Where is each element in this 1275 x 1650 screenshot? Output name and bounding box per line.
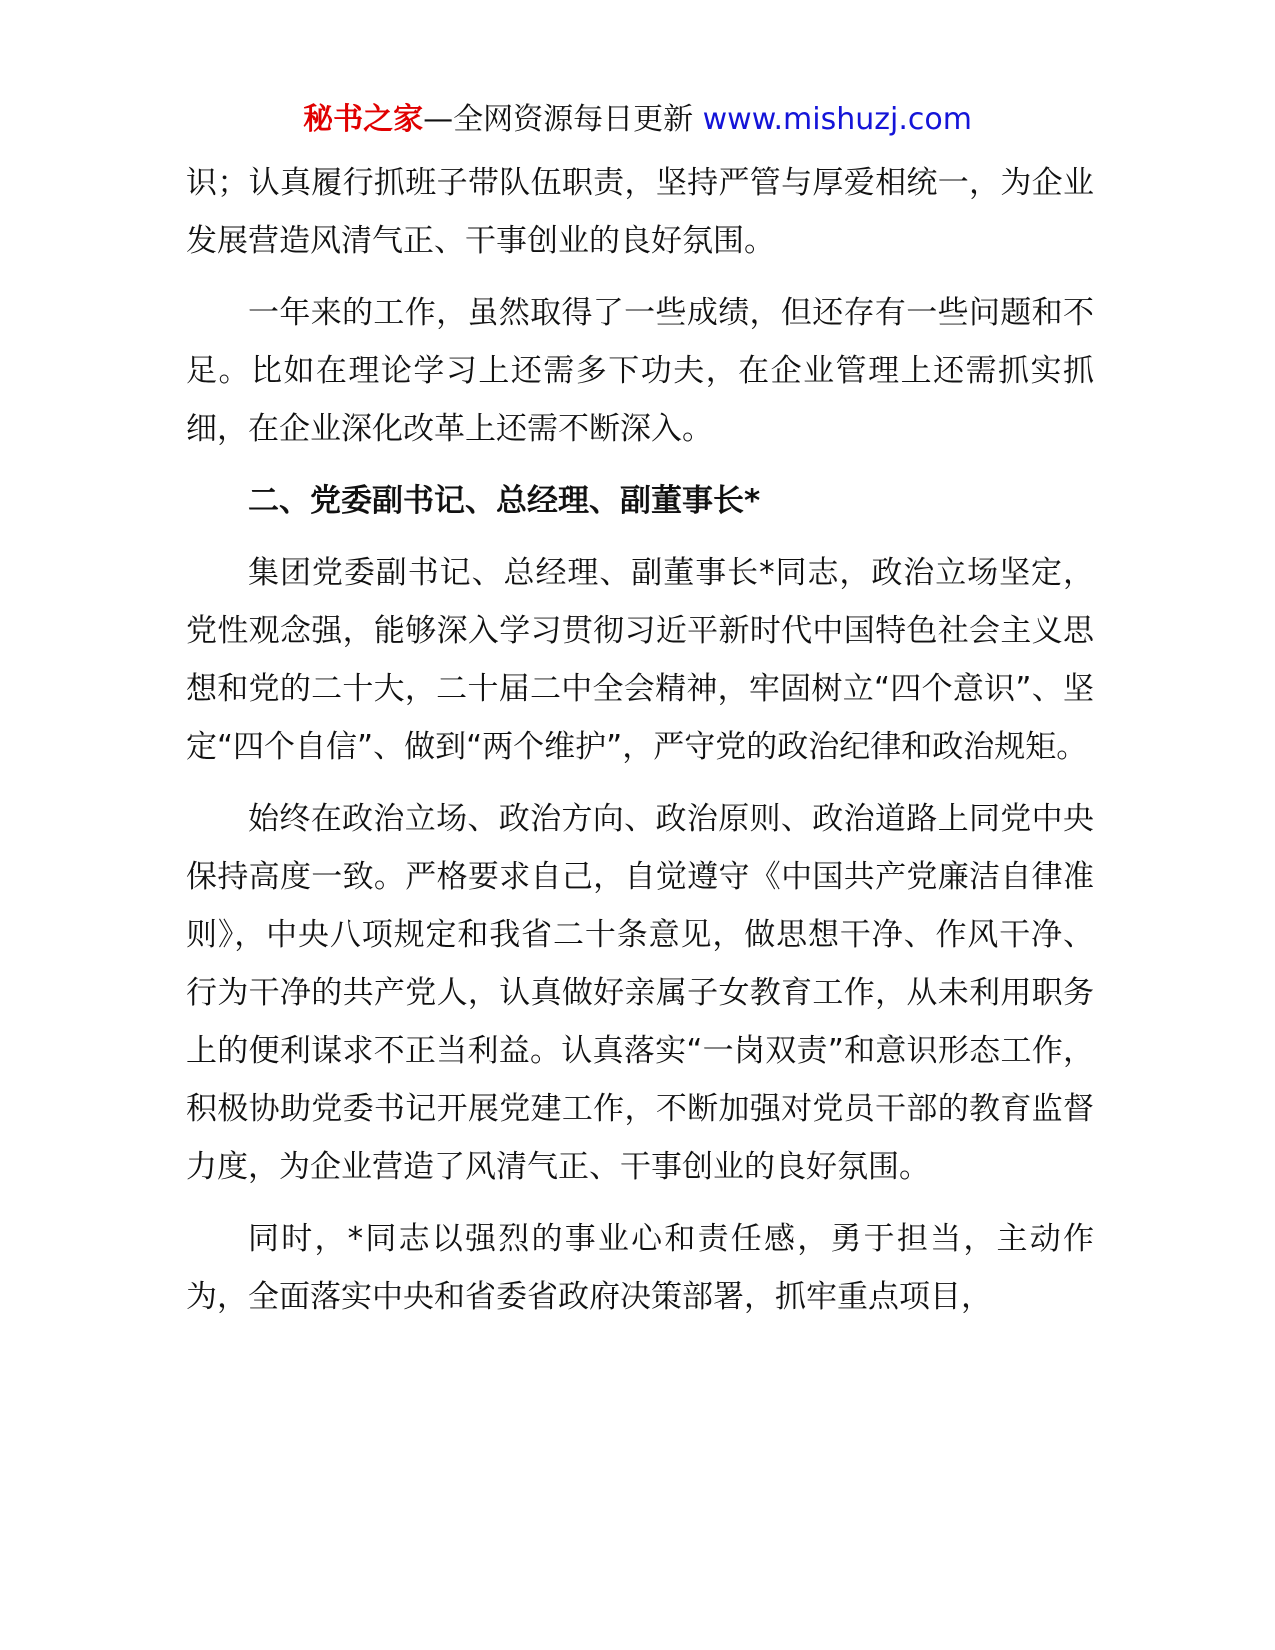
site-header (0, 98, 1275, 142)
paragraph-discipline: 始终在政治立场、政治方向、政治原则、政治道路上同党中央保持高度一致。严格要求自己，自觉遵守《中国共产党廉洁自律准则》，中央八项规定和我省二十条意见，做思想干净、作风干净、行为干净的共产党人，认真做好亲属子女教育工作，从未利用职务上的便利谋求不正当利益。认真落实“一岗双责”和意识形态工作，积极协助党委书记开展党建工作，不断加强对党员干部的教育监督力度，为企业营造了风清气正、干事创业的良好氛围。 (186, 801, 1094, 1185)
document-body (186, 154, 1094, 1340)
paragraph-responsibility: 同时，*同志以强烈的事业心和责任感，勇于担当，主动作为，全面落实中央和省委省政府决策部署，抓牢重点项目， (186, 1221, 1094, 1315)
brand-name: 秘书之家 (303, 102, 424, 137)
paragraph-continuation: 识；认真履行抓班子带队伍职责，坚持严管与厚爱相统一，为企业发展营造风清气正、干事创业的良好氛围。 (186, 165, 1094, 259)
header-tagline: —全网资源每日更新 (423, 102, 694, 137)
site-url-link[interactable]: www.mishuzj.com (702, 102, 972, 137)
section-heading: 二、党委副书记、总经理、副董事长* (248, 483, 761, 519)
paragraph-shortcomings: 一年来的工作，虽然取得了一些成绩，但还存有一些问题和不足。比如在理论学习上还需多下功夫，在企业管理上还需抓实抓细，在企业深化改革上还需不断深入。 (186, 295, 1094, 447)
paragraph-political-stance: 集团党委副书记、总经理、副董事长*同志，政治立场坚定，党性观念强，能够深入学习贯彻习近平新时代中国特色社会主义思想和党的二十大，二十届二中全会精神，牢固树立“四个意识”、坚定“四个自信”、做到“两个维护”，严守党的政治纪律和政治规矩。 (186, 555, 1094, 765)
